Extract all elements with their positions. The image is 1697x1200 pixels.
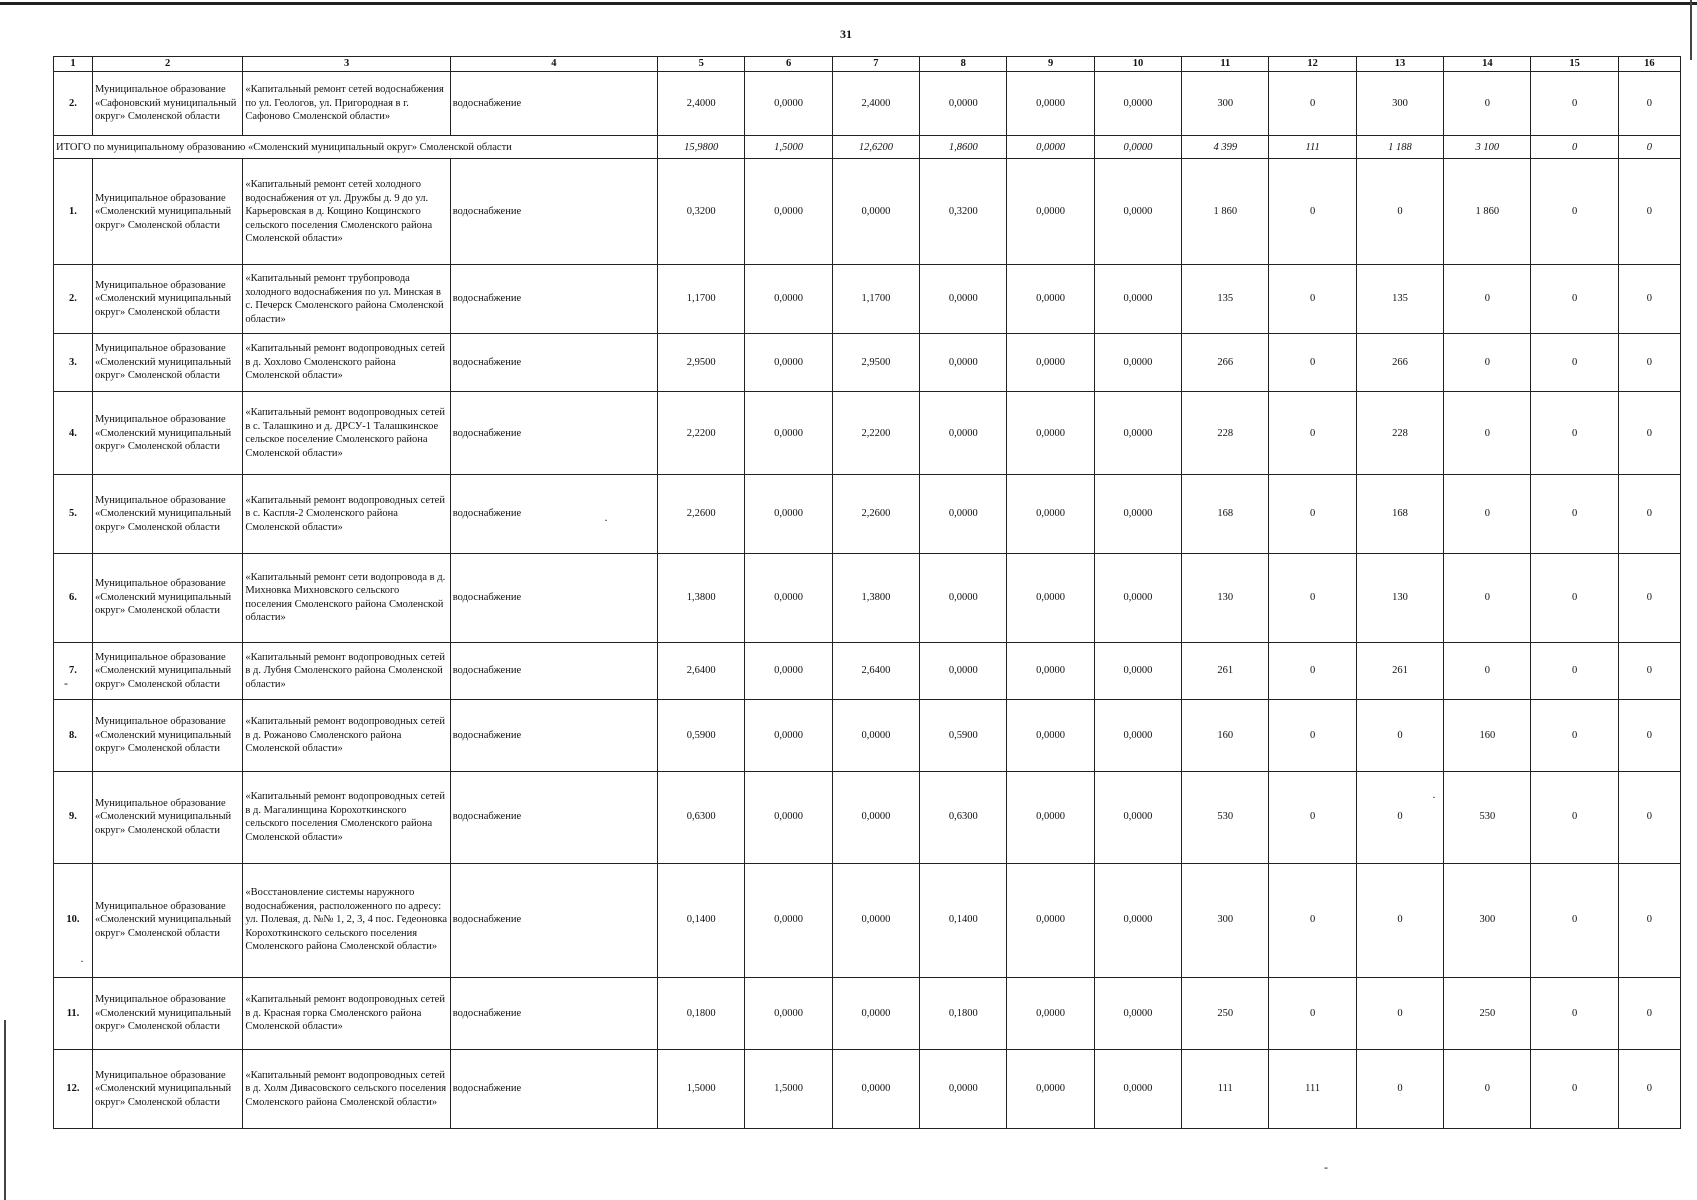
value-col-8: 0,0000 xyxy=(920,392,1007,475)
municipality-cell: Муниципальное образование «Смоленский муниципальный округ» Смоленской области xyxy=(92,159,242,265)
municipality-cell: Муниципальное образование «Смоленский муниципальный округ» Смоленской области xyxy=(92,333,242,392)
value-col-9: 0,0000 xyxy=(1007,977,1094,1050)
work-type-cell: водоснабжение xyxy=(450,475,657,554)
column-number-7: 7 xyxy=(832,57,919,72)
object-name-cell: «Капитальный ремонт водопроводных сетей в д. Магалинщина Корохоткинского сельского поселения Смоленского района Смоленской области» xyxy=(243,771,450,863)
value-col-7: 2,4000 xyxy=(832,71,919,136)
value-col-15: 0 xyxy=(1531,333,1618,392)
value-col-7: 0,0000 xyxy=(832,771,919,863)
value-col-8: 0,0000 xyxy=(920,642,1007,700)
table-row xyxy=(54,642,1681,700)
value-col-9: 0,0000 xyxy=(1007,863,1094,977)
municipality-cell: Муниципальное образование «Смоленский муниципальный округ» Смоленской области xyxy=(92,1050,242,1129)
table-row xyxy=(54,700,1681,772)
value-col-12: 111 xyxy=(1269,1050,1356,1129)
value-col-16: 0 xyxy=(1618,475,1680,554)
value-col-11: 228 xyxy=(1182,392,1269,475)
work-type-cell: водоснабжение xyxy=(450,159,657,265)
table-row xyxy=(54,977,1681,1050)
work-type-cell: водоснабжение xyxy=(450,642,657,700)
scan-speck: · xyxy=(1432,790,1436,804)
column-number-16: 16 xyxy=(1618,57,1680,72)
value-col-10: 0,0000 xyxy=(1094,700,1181,772)
value-col-5: 1,3800 xyxy=(658,553,745,642)
column-number-13: 13 xyxy=(1356,57,1443,72)
municipality-cell: Муниципальное образование «Смоленский муниципальный округ» Смоленской области xyxy=(92,642,242,700)
value-col-12: 0 xyxy=(1269,475,1356,554)
value-col-10: 0,0000 xyxy=(1094,136,1181,159)
value-col-12: 0 xyxy=(1269,863,1356,977)
value-col-9: 0,0000 xyxy=(1007,159,1094,265)
table-row xyxy=(54,863,1681,977)
value-col-7: 0,0000 xyxy=(832,977,919,1050)
value-col-5: 0,6300 xyxy=(658,771,745,863)
value-col-9: 0,0000 xyxy=(1007,392,1094,475)
value-col-14: 0 xyxy=(1444,553,1531,642)
value-col-6: 0,0000 xyxy=(745,159,832,265)
value-col-10: 0,0000 xyxy=(1094,771,1181,863)
row-index: 3. xyxy=(54,333,93,392)
value-col-6: 0,0000 xyxy=(745,71,832,136)
value-col-7: 2,9500 xyxy=(832,333,919,392)
value-col-5: 0,5900 xyxy=(658,700,745,772)
column-number-4: 4 xyxy=(450,57,657,72)
value-col-14: 160 xyxy=(1444,700,1531,772)
value-col-8: 0,0000 xyxy=(920,475,1007,554)
value-col-8: 0,1800 xyxy=(920,977,1007,1050)
row-index: 10. xyxy=(54,863,93,977)
scan-speck: - xyxy=(64,676,68,690)
value-col-12: 0 xyxy=(1269,159,1356,265)
value-col-12: 111 xyxy=(1269,136,1356,159)
value-col-8: 0,3200 xyxy=(920,159,1007,265)
value-col-13: 168 xyxy=(1356,475,1443,554)
value-col-9: 0,0000 xyxy=(1007,71,1094,136)
value-col-14: 0 xyxy=(1444,265,1531,334)
object-name-cell: «Восстановление системы наружного водоснабжения, расположенного по адресу: ул. Полевая, д. №№ 1, 2, 3, 4 пос. Гедеоновка Корохоткинского сельского поселения Смоленского района Смоленской области» xyxy=(243,863,450,977)
value-col-10: 0,0000 xyxy=(1094,333,1181,392)
value-col-5: 2,9500 xyxy=(658,333,745,392)
row-index: 4. xyxy=(54,392,93,475)
value-col-12: 0 xyxy=(1269,333,1356,392)
value-col-6: 0,0000 xyxy=(745,700,832,772)
row-index: 9. xyxy=(54,771,93,863)
value-col-8: 0,5900 xyxy=(920,700,1007,772)
value-col-6: 0,0000 xyxy=(745,771,832,863)
value-col-16: 0 xyxy=(1618,553,1680,642)
column-number-row xyxy=(54,57,1681,72)
municipality-cell: Муниципальное образование «Сафоновский муниципальный округ» Смоленской области xyxy=(92,71,242,136)
row-index: 1. xyxy=(54,159,93,265)
value-col-7: 0,0000 xyxy=(832,159,919,265)
value-col-11: 300 xyxy=(1182,863,1269,977)
value-col-9: 0,0000 xyxy=(1007,265,1094,334)
object-name-cell: «Капитальный ремонт сетей водоснабжения по ул. Геологов, ул. Пригородная в г. Сафоново Смоленской области» xyxy=(243,71,450,136)
value-col-8: 0,0000 xyxy=(920,71,1007,136)
page-number: 31 xyxy=(840,27,852,41)
value-col-16: 0 xyxy=(1618,642,1680,700)
value-col-14: 250 xyxy=(1444,977,1531,1050)
value-col-11: 250 xyxy=(1182,977,1269,1050)
value-col-7: 12,6200 xyxy=(832,136,919,159)
table-row xyxy=(54,553,1681,642)
municipality-cell: Муниципальное образование «Смоленский муниципальный округ» Смоленской области xyxy=(92,265,242,334)
value-col-7: 2,2200 xyxy=(832,392,919,475)
value-col-9: 0,0000 xyxy=(1007,771,1094,863)
value-col-16: 0 xyxy=(1618,771,1680,863)
column-number-5: 5 xyxy=(658,57,745,72)
value-col-5: 2,2600 xyxy=(658,475,745,554)
municipality-cell: Муниципальное образование «Смоленский муниципальный округ» Смоленской области xyxy=(92,392,242,475)
object-name-cell: «Капитальный ремонт водопроводных сетей в д. Лубня Смоленского района Смоленской области» xyxy=(243,642,450,700)
row-index: 5. xyxy=(54,475,93,554)
value-col-6: 0,0000 xyxy=(745,553,832,642)
object-name-cell: «Капитальный ремонт водопроводных сетей в д. Рожаново Смоленского района Смоленской области» xyxy=(243,700,450,772)
value-col-7: 0,0000 xyxy=(832,1050,919,1129)
value-col-15: 0 xyxy=(1531,771,1618,863)
value-col-5: 1,1700 xyxy=(658,265,745,334)
value-col-5: 1,5000 xyxy=(658,1050,745,1129)
object-name-cell: «Капитальный ремонт сети водопровода в д. Михновка Михновского сельского поселения Смоленского района Смоленской области» xyxy=(243,553,450,642)
value-col-7: 1,3800 xyxy=(832,553,919,642)
value-col-6: 0,0000 xyxy=(745,642,832,700)
work-type-cell: водоснабжение xyxy=(450,1050,657,1129)
table-row xyxy=(54,333,1681,392)
value-col-16: 0 xyxy=(1618,1050,1680,1129)
value-col-11: 135 xyxy=(1182,265,1269,334)
value-col-11: 4 399 xyxy=(1182,136,1269,159)
value-col-14: 1 860 xyxy=(1444,159,1531,265)
row-index: 2. xyxy=(54,265,93,334)
value-col-13: 0 xyxy=(1356,700,1443,772)
value-col-16: 0 xyxy=(1618,159,1680,265)
value-col-6: 0,0000 xyxy=(745,265,832,334)
value-col-8: 0,0000 xyxy=(920,553,1007,642)
column-number-11: 11 xyxy=(1182,57,1269,72)
scan-speck: · xyxy=(604,513,608,527)
value-col-14: 300 xyxy=(1444,863,1531,977)
value-col-15: 0 xyxy=(1531,863,1618,977)
value-col-11: 300 xyxy=(1182,71,1269,136)
value-col-5: 0,1400 xyxy=(658,863,745,977)
top-border-line xyxy=(0,2,1697,5)
value-col-5: 2,2200 xyxy=(658,392,745,475)
value-col-6: 1,5000 xyxy=(745,1050,832,1129)
work-type-cell: водоснабжение xyxy=(450,265,657,334)
value-col-9: 0,0000 xyxy=(1007,1050,1094,1129)
value-col-15: 0 xyxy=(1531,392,1618,475)
value-col-15: 0 xyxy=(1531,159,1618,265)
value-col-13: 1 188 xyxy=(1356,136,1443,159)
table-row xyxy=(54,159,1681,265)
column-number-15: 15 xyxy=(1531,57,1618,72)
row-index: 12. xyxy=(54,1050,93,1129)
column-number-2: 2 xyxy=(92,57,242,72)
value-col-6: 0,0000 xyxy=(745,392,832,475)
value-col-12: 0 xyxy=(1269,700,1356,772)
value-col-11: 111 xyxy=(1182,1050,1269,1129)
work-type-cell: водоснабжение xyxy=(450,392,657,475)
value-col-10: 0,0000 xyxy=(1094,553,1181,642)
value-col-16: 0 xyxy=(1618,333,1680,392)
value-col-15: 0 xyxy=(1531,642,1618,700)
work-type-cell: водоснабжение xyxy=(450,553,657,642)
value-col-8: 1,8600 xyxy=(920,136,1007,159)
municipality-cell: Муниципальное образование «Смоленский муниципальный округ» Смоленской области xyxy=(92,977,242,1050)
value-col-8: 0,0000 xyxy=(920,333,1007,392)
object-name-cell: «Капитальный ремонт сетей холодного водоснабжения от ул. Дружбы д. 9 до ул. Карьеровская в д. Кощино Кощинского сельского поселения Смоленского района Смоленской области» xyxy=(243,159,450,265)
value-col-10: 0,0000 xyxy=(1094,642,1181,700)
value-col-11: 1 860 xyxy=(1182,159,1269,265)
column-number-12: 12 xyxy=(1269,57,1356,72)
value-col-5: 0,1800 xyxy=(658,977,745,1050)
value-col-6: 1,5000 xyxy=(745,136,832,159)
value-col-5: 15,9800 xyxy=(658,136,745,159)
value-col-16: 0 xyxy=(1618,863,1680,977)
value-col-13: 0 xyxy=(1356,771,1443,863)
object-name-cell: «Капитальный ремонт водопроводных сетей в д. Холм Дивасовского сельского поселения Смоленского района Смоленской области» xyxy=(243,1050,450,1129)
row-index: 7. xyxy=(54,642,93,700)
value-col-10: 0,0000 xyxy=(1094,977,1181,1050)
value-col-9: 0,0000 xyxy=(1007,333,1094,392)
value-col-12: 0 xyxy=(1269,642,1356,700)
value-col-10: 0,0000 xyxy=(1094,863,1181,977)
municipality-cell: Муниципальное образование «Смоленский муниципальный округ» Смоленской области xyxy=(92,771,242,863)
column-number-10: 10 xyxy=(1094,57,1181,72)
table-row xyxy=(54,265,1681,334)
value-col-13: 0 xyxy=(1356,977,1443,1050)
value-col-14: 0 xyxy=(1444,392,1531,475)
value-col-6: 0,0000 xyxy=(745,863,832,977)
object-name-cell: «Капитальный ремонт водопроводных сетей в с. Каспля-2 Смоленского района Смоленской области» xyxy=(243,475,450,554)
value-col-14: 0 xyxy=(1444,475,1531,554)
value-col-14: 0 xyxy=(1444,1050,1531,1129)
value-col-15: 0 xyxy=(1531,475,1618,554)
value-col-12: 0 xyxy=(1269,392,1356,475)
work-type-cell: водоснабжение xyxy=(450,71,657,136)
value-col-10: 0,0000 xyxy=(1094,475,1181,554)
value-col-12: 0 xyxy=(1269,771,1356,863)
value-col-13: 0 xyxy=(1356,863,1443,977)
value-col-12: 0 xyxy=(1269,265,1356,334)
value-col-5: 2,6400 xyxy=(658,642,745,700)
scan-speck: - xyxy=(1324,1160,1328,1174)
work-type-cell: водоснабжение xyxy=(450,771,657,863)
total-label: ИТОГО по муниципальному образованию «Смоленский муниципальный округ» Смоленской области xyxy=(54,136,658,159)
row-index: 6. xyxy=(54,553,93,642)
value-col-10: 0,0000 xyxy=(1094,71,1181,136)
value-col-16: 0 xyxy=(1618,700,1680,772)
object-name-cell: «Капитальный ремонт водопроводных сетей в д. Красная горка Смоленского района Смоленской области» xyxy=(243,977,450,1050)
table-row xyxy=(54,1050,1681,1129)
value-col-9: 0,0000 xyxy=(1007,700,1094,772)
value-col-5: 0,3200 xyxy=(658,159,745,265)
value-col-11: 530 xyxy=(1182,771,1269,863)
right-scan-edge xyxy=(1690,0,1692,60)
column-number-1: 1 xyxy=(54,57,93,72)
value-col-7: 1,1700 xyxy=(832,265,919,334)
value-col-8: 0,0000 xyxy=(920,1050,1007,1129)
object-name-cell: «Капитальный ремонт трубопровода холодного водоснабжения по ул. Минская в с. Печерск Смоленского района Смоленской области» xyxy=(243,265,450,334)
value-col-16: 0 xyxy=(1618,977,1680,1050)
value-col-7: 0,0000 xyxy=(832,700,919,772)
value-col-9: 0,0000 xyxy=(1007,136,1094,159)
value-col-11: 168 xyxy=(1182,475,1269,554)
column-number-8: 8 xyxy=(920,57,1007,72)
value-col-16: 0 xyxy=(1618,71,1680,136)
value-col-9: 0,0000 xyxy=(1007,553,1094,642)
value-col-7: 0,0000 xyxy=(832,863,919,977)
value-col-6: 0,0000 xyxy=(745,977,832,1050)
row-index: 2. xyxy=(54,71,93,136)
work-type-cell: водоснабжение xyxy=(450,977,657,1050)
value-col-10: 0,0000 xyxy=(1094,1050,1181,1129)
value-col-12: 0 xyxy=(1269,71,1356,136)
value-col-15: 0 xyxy=(1531,71,1618,136)
municipality-cell: Муниципальное образование «Смоленский муниципальный округ» Смоленской области xyxy=(92,700,242,772)
municipality-cell: Муниципальное образование «Смоленский муниципальный округ» Смоленской области xyxy=(92,553,242,642)
value-col-13: 135 xyxy=(1356,265,1443,334)
value-col-6: 0,0000 xyxy=(745,475,832,554)
value-col-16: 0 xyxy=(1618,265,1680,334)
scan-speck: · xyxy=(80,954,84,968)
capital-repair-table xyxy=(53,56,1681,1129)
value-col-9: 0,0000 xyxy=(1007,475,1094,554)
value-col-13: 228 xyxy=(1356,392,1443,475)
value-col-13: 266 xyxy=(1356,333,1443,392)
value-col-15: 0 xyxy=(1531,265,1618,334)
value-col-13: 0 xyxy=(1356,1050,1443,1129)
object-name-cell: «Капитальный ремонт водопроводных сетей в с. Талашкино и д. ДРСУ-1 Талашкинское сельское поселение Смоленского района Смоленской области» xyxy=(243,392,450,475)
column-number-6: 6 xyxy=(745,57,832,72)
row-index: 11. xyxy=(54,977,93,1050)
value-col-15: 0 xyxy=(1531,700,1618,772)
value-col-10: 0,0000 xyxy=(1094,392,1181,475)
table-row xyxy=(54,71,1681,136)
value-col-7: 2,2600 xyxy=(832,475,919,554)
value-col-15: 0 xyxy=(1531,1050,1618,1129)
work-type-cell: водоснабжение xyxy=(450,863,657,977)
column-number-14: 14 xyxy=(1444,57,1531,72)
value-col-5: 2,4000 xyxy=(658,71,745,136)
value-col-8: 0,1400 xyxy=(920,863,1007,977)
value-col-11: 160 xyxy=(1182,700,1269,772)
value-col-7: 2,6400 xyxy=(832,642,919,700)
value-col-6: 0,0000 xyxy=(745,333,832,392)
value-col-13: 261 xyxy=(1356,642,1443,700)
table-row xyxy=(54,771,1681,863)
value-col-15: 0 xyxy=(1531,136,1618,159)
value-col-11: 130 xyxy=(1182,553,1269,642)
table-row xyxy=(54,392,1681,475)
value-col-12: 0 xyxy=(1269,977,1356,1050)
column-number-9: 9 xyxy=(1007,57,1094,72)
object-name-cell: «Капитальный ремонт водопроводных сетей в д. Хохлово Смоленского района Смоленской области» xyxy=(243,333,450,392)
value-col-14: 0 xyxy=(1444,71,1531,136)
value-col-11: 266 xyxy=(1182,333,1269,392)
value-col-10: 0,0000 xyxy=(1094,159,1181,265)
value-col-15: 0 xyxy=(1531,553,1618,642)
value-col-10: 0,0000 xyxy=(1094,265,1181,334)
value-col-14: 530 xyxy=(1444,771,1531,863)
value-col-8: 0,6300 xyxy=(920,771,1007,863)
value-col-15: 0 xyxy=(1531,977,1618,1050)
total-row xyxy=(54,136,1681,159)
value-col-8: 0,0000 xyxy=(920,265,1007,334)
value-col-14: 0 xyxy=(1444,333,1531,392)
value-col-16: 0 xyxy=(1618,392,1680,475)
value-col-11: 261 xyxy=(1182,642,1269,700)
left-scan-edge xyxy=(4,1020,6,1200)
row-index: 8. xyxy=(54,700,93,772)
work-type-cell: водоснабжение xyxy=(450,700,657,772)
column-number-3: 3 xyxy=(243,57,450,72)
value-col-14: 0 xyxy=(1444,642,1531,700)
value-col-13: 0 xyxy=(1356,159,1443,265)
municipality-cell: Муниципальное образование «Смоленский муниципальный округ» Смоленской области xyxy=(92,475,242,554)
value-col-13: 130 xyxy=(1356,553,1443,642)
table-row xyxy=(54,475,1681,554)
value-col-16: 0 xyxy=(1618,136,1680,159)
value-col-9: 0,0000 xyxy=(1007,642,1094,700)
value-col-14: 3 100 xyxy=(1444,136,1531,159)
value-col-12: 0 xyxy=(1269,553,1356,642)
work-type-cell: водоснабжение xyxy=(450,333,657,392)
value-col-13: 300 xyxy=(1356,71,1443,136)
municipality-cell: Муниципальное образование «Смоленский муниципальный округ» Смоленской области xyxy=(92,863,242,977)
